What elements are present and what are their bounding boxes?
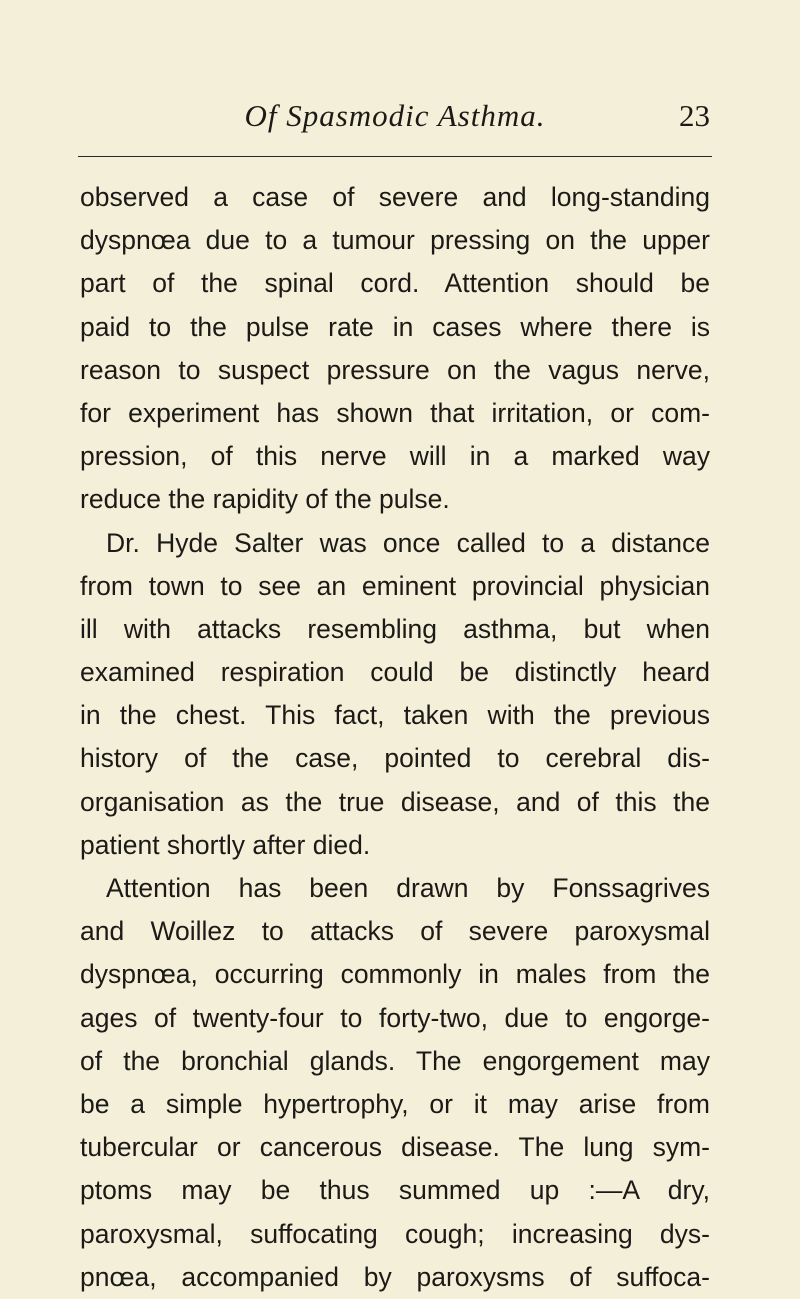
text-line: Attention has been drawn by Fonssagrives — [106, 873, 710, 903]
text-line: part of the spinal cord. Attention should be — [80, 268, 710, 299]
text-line: reason to suspect pressure on the vagus nerve, — [80, 354, 710, 385]
running-title: Of Spasmodic Asthma. — [244, 98, 546, 133]
body-text — [80, 176, 710, 1299]
text-line: paid to the pulse rate in cases where there is — [80, 311, 710, 342]
text-line: ptoms may be thus summed up :—A dry, — [80, 1175, 710, 1206]
text-line: paroxysmal, suffocating cough; increasing dys- — [80, 1218, 710, 1249]
text-line: observed a case of severe and long-standing — [80, 182, 710, 212]
text-line: and Woillez to attacks of severe paroxysmal — [80, 916, 710, 947]
text-line: examined respiration could be distinctly heard — [80, 657, 710, 688]
text-line: pression, of this nerve will in a marked way — [80, 441, 710, 472]
text-line: history of the case, pointed to cerebral dis- — [80, 743, 710, 774]
text-line: tubercular or cancerous disease. The lung sym- — [80, 1132, 710, 1163]
text-line: from town to see an eminent provincial physician — [80, 570, 710, 601]
running-head — [80, 96, 710, 140]
text-line: pnœa, accompanied by paroxysms of suffoca- — [80, 1261, 710, 1292]
text-line: reduce the rapidity of the pulse. — [80, 484, 450, 515]
text-line: Dr. Hyde Salter was once called to a distance — [106, 527, 710, 558]
header-rule — [78, 156, 712, 157]
text-line: patient shortly after died. — [80, 829, 371, 860]
text-line: for experiment has shown that irritation, or com- — [80, 397, 710, 428]
text-line: ill with attacks resembling asthma, but when — [80, 613, 710, 644]
text-line: of the bronchial glands. The engorgement may — [80, 1045, 710, 1076]
page-number: 23 — [679, 98, 710, 133]
text-line: be a simple hypertrophy, or it may arise from — [80, 1088, 710, 1119]
text-line: organisation as the true disease, and of this the — [80, 786, 710, 817]
text-line: ages of twenty-four to forty-two, due to engorge- — [80, 1002, 710, 1033]
text-line: in the chest. This fact, taken with the previous — [80, 700, 710, 731]
text-line: dyspnœa, occurring commonly in males from the — [80, 959, 710, 990]
text-line: dyspnœa due to a tumour pressing on the upper — [80, 225, 710, 256]
